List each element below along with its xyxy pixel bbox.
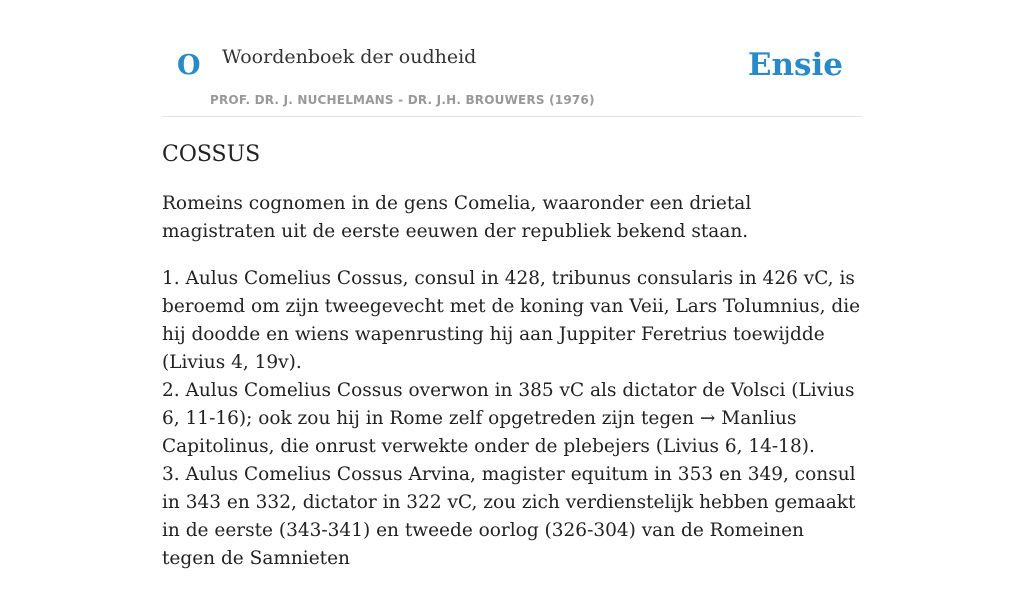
entry-title: COSSUS — [162, 142, 261, 167]
entry-item-3: 3. Aulus Comelius Cossus Arvina, magister equitum in 353 en 349, consul in 343 en 332, dictator in 322 vC, zou zich verdienstelijk hebben gemaakt in de eerste (343-341) en tweede oorlog (326-304) van de Romeinen tegen de Samnieten — [162, 463, 856, 569]
book-letter-icon[interactable]: O — [177, 50, 201, 81]
entry-body — [162, 190, 862, 573]
book-header — [162, 0, 862, 117]
entry-intro: Romeins cognomen in de gens Comelia, waaronder een drietal magistraten uit de eerste eeuwen der republiek bekend staan. — [162, 192, 752, 242]
entry-item-1: 1. Aulus Comelius Cossus, consul in 428, tribunus consularis in 426 vC, is beroemd om zijn tweegevecht met de koning van Veii, Lars Tolumnius, die hij doodde en wiens wapenrusting hij aan Juppiter Feretrius toewijdde (Livius 4, 19v). — [162, 267, 861, 373]
entry-items — [162, 265, 862, 573]
site-logo[interactable]: Ensie — [747, 47, 843, 83]
entry-item-2: 2. Aulus Comelius Cossus overwon in 385 vC als dictator de Volsci (Livius 6, 11-16); ook zou hij in Rome zelf opgetreden zijn tegen → Manlius Capitolinus, die onrust verwekte onder de plebejers (Livius 6, 14-18). — [162, 379, 855, 457]
page-container — [162, 0, 862, 592]
book-title-link[interactable]: Woordenboek der oudheid — [222, 46, 477, 68]
book-authors: PROF. DR. J. NUCHELMANS - DR. J.H. BROUWERS (1976) — [210, 93, 595, 107]
